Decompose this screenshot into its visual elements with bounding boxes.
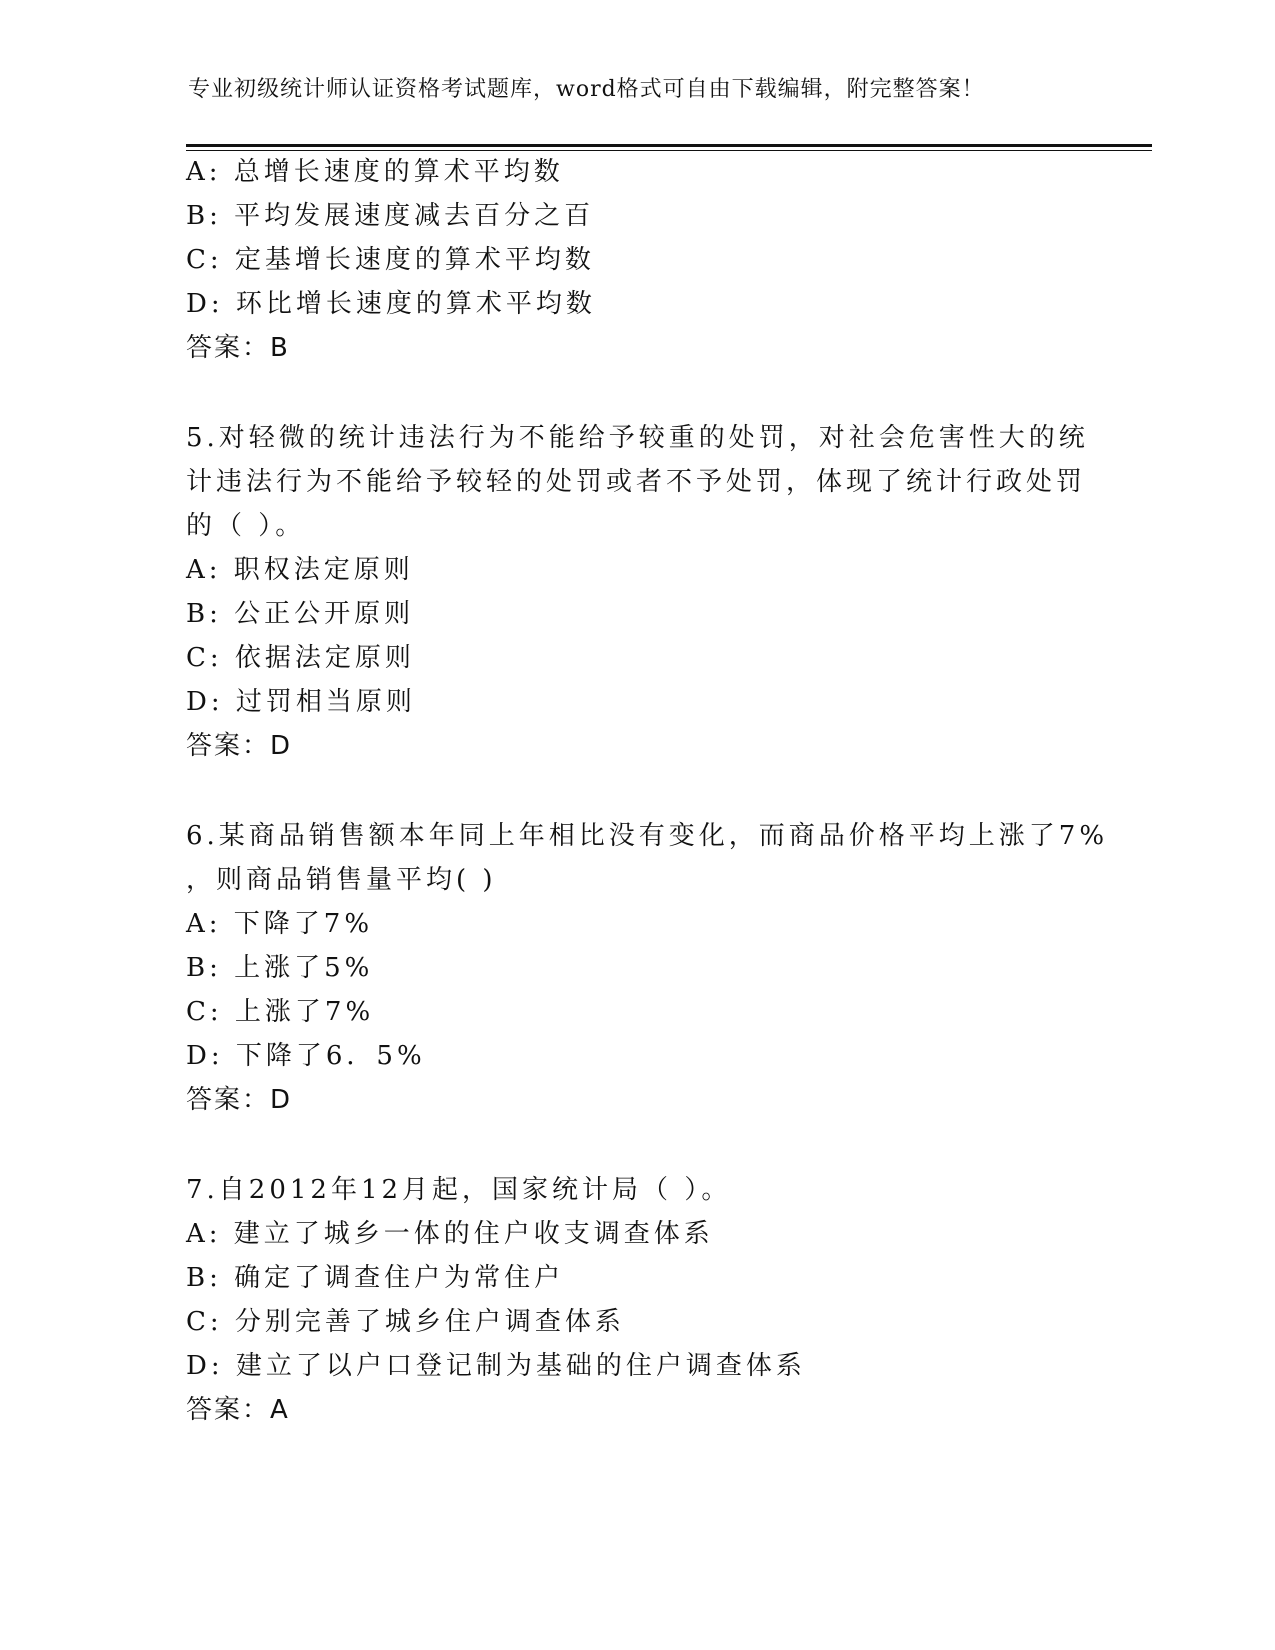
q5-stem-line-2: 计违法行为不能给予较轻的处罚或者不予处罚，体现了统计行政处罚 [186,467,1087,497]
q5-option-b: B: 公正公开原则 [186,599,415,629]
q4-option-c: C: 定基增长速度的算术平均数 [186,245,595,275]
q6-answer: 答案：D [186,1085,293,1115]
q6-option-d: D: 下降了6．5% [186,1041,426,1071]
q7-option-c: C: 分别完善了城乡住户调查体系 [186,1307,625,1337]
q5-option-c: C: 依据法定原则 [186,643,415,673]
q6-option-c: C: 上涨了7% [186,997,375,1027]
q6-option-b: B: 上涨了5% [186,953,374,983]
q4-option-a: A: 总增长速度的算术平均数 [186,157,564,187]
q4-option-d: D: 环比增长速度的算术平均数 [186,289,596,319]
q7-option-d: D: 建立了以户口登记制为基础的住户调查体系 [186,1351,806,1381]
q7-option-b: B: 确定了调查住户为常住户 [186,1263,565,1293]
q5-answer: 答案：D [186,731,293,761]
q6-option-a: A: 下降了7% [186,909,374,939]
q5-stem-line-3: 的（ ）。 [186,511,306,541]
q4-answer: 答案：B [186,333,290,363]
q7-answer: 答案：A [186,1395,290,1425]
q6-stem-line-2: ，则商品销售量平均( ) [186,865,497,895]
header-rule-thick [186,144,1152,147]
q4-option-b: B: 平均发展速度减去百分之百 [186,201,595,231]
q5-option-a: A: 职权法定原则 [186,555,414,585]
q7-option-a: A: 建立了城乡一体的住户收支调查体系 [186,1219,714,1249]
q5-option-d: D: 过罚相当原则 [186,687,416,717]
q5-stem-line-1: 5.对轻微的统计违法行为不能给予较重的处罚，对社会危害性大的统 [186,423,1089,453]
header-rule-thin [186,150,1152,151]
page-header: 专业初级统计师认证资格考试题库，word格式可自由下载编辑，附完整答案！ [188,77,985,102]
q6-stem-line-1: 6.某商品销售额本年同上年相比没有变化，而商品价格平均上涨了7% [186,821,1109,851]
q7-stem-line-1: 7.自2012年12月起，国家统计局（ ）。 [186,1175,732,1205]
